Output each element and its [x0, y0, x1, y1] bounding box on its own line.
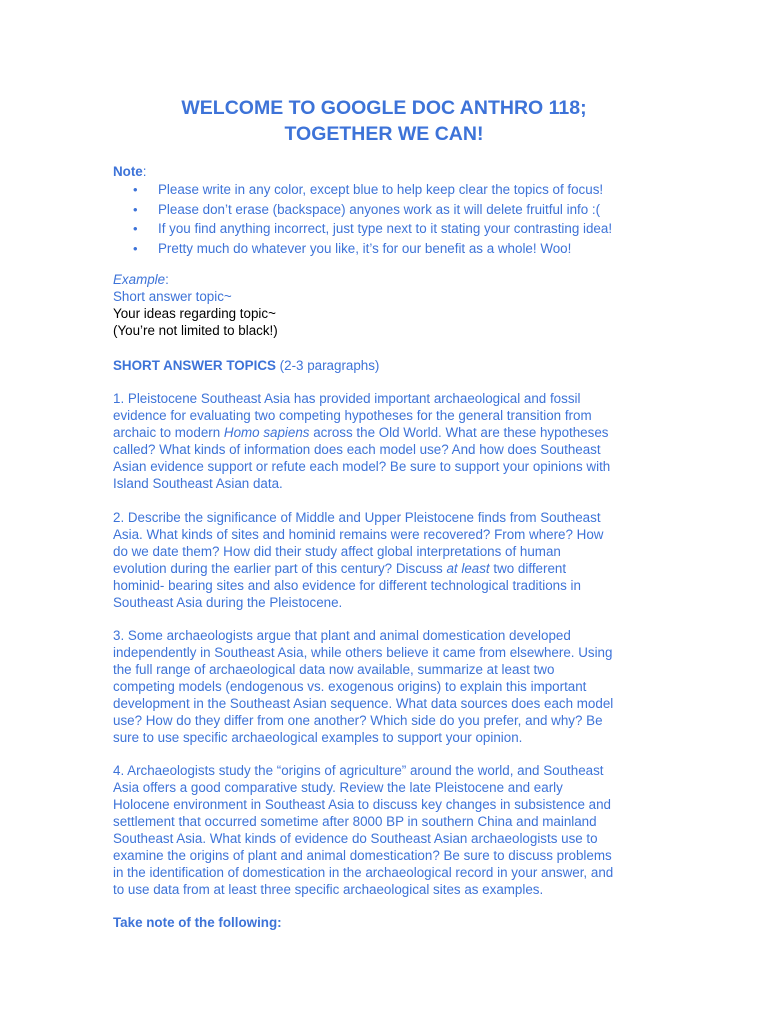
topic-paragraph-3	[113, 627, 658, 746]
paragraph-line: Holocene environment in Southeast Asia to discuss key changes in subsistence and	[113, 797, 611, 812]
short-answer-title: SHORT ANSWER TOPICS	[113, 358, 276, 373]
list-item	[113, 180, 673, 200]
paragraph-line-end: across the Old World. What are these hypotheses	[309, 425, 609, 440]
document-title-line-2: TOGETHER WE CAN!	[284, 123, 484, 145]
paragraph-line: Southeast Asia during the Pleistocene.	[113, 595, 343, 610]
paragraph-line: Asian evidence support or refute each model? Be sure to support your opinions with	[113, 459, 611, 474]
topic-paragraph-1	[113, 390, 658, 492]
short-answer-heading	[113, 357, 658, 374]
paragraph-line: competing models (endogenous vs. exogenous origins) to explain this important	[113, 679, 587, 694]
short-answer-subtitle: (2-3 paragraphs)	[275, 358, 380, 373]
paragraph-line: independently in Southeast Asia, while others believe it came from elsewhere. Using	[113, 645, 613, 660]
topic-paragraph-2	[113, 509, 658, 611]
paragraph-line: examine the origins of plant and animal domestication? Be sure to discuss problems	[113, 848, 612, 863]
bullet-text: Pretty much do whatever you like, it’s for our benefit as a whole! Woo!	[158, 240, 572, 256]
paragraph-line: 1. Pleistocene Southeast Asia has provided important archaeological and fossil	[113, 391, 581, 406]
bullet-text: Please don’t erase (backspace) anyones work as it will delete fruitful info :(	[158, 201, 601, 217]
note-heading	[113, 163, 147, 180]
paragraph-line: settlement that occurred sometime after 8000 BP in southern China and mainland	[113, 814, 597, 829]
document-title-line-1: WELCOME TO GOOGLE DOC ANTHRO 118;	[181, 97, 587, 119]
paragraph-line: Asia. What kinds of sites and hominid remains were recovered? From where? How	[113, 527, 604, 542]
paragraph-line: development in the Southeast Asian sequence. What data sources does each model	[113, 696, 614, 711]
paragraph-line: 3. Some archaeologists argue that plant and animal domestication developed	[113, 628, 571, 643]
paragraph-line-start: evolution during the earlier part of this century? Discuss	[113, 561, 447, 576]
paragraph-line	[113, 560, 658, 577]
list-item	[113, 200, 673, 220]
paragraph-line: Island Southeast Asian data.	[113, 476, 283, 491]
paragraph-line: evidence for evaluating two competing hypotheses for the general transition from	[113, 408, 592, 423]
paragraph-line-start: archaic to modern	[113, 425, 224, 440]
paragraph-line	[113, 424, 658, 441]
bullet-text: If you find anything incorrect, just type next to it stating your contrasting idea!	[158, 221, 613, 236]
paragraph-line: 4. Archaeologists study the “origins of agriculture” around the world, and Southeast	[113, 763, 604, 778]
emphasis-text: at least	[446, 561, 490, 576]
bullet-icon: •	[133, 240, 138, 256]
paragraph-line: use? How do they differ from one another? Which side do you prefer, and why? Be	[113, 713, 603, 728]
list-item	[113, 239, 673, 259]
paragraph-line: sure to use specific archaeological examples to support your opinion.	[113, 730, 523, 745]
paragraph-line: 2. Describe the significance of Middle and Upper Pleistocene finds from Southeast	[113, 510, 601, 525]
topic-paragraph-4	[113, 762, 658, 898]
bullet-text: Please write in any color, except blue to help keep clear the topics of focus!	[158, 182, 604, 197]
example-note-line: (You’re not limited to black!)	[113, 323, 278, 338]
paragraph-line: in the identification of domestication in the archaeological record in your answer, and	[113, 865, 614, 880]
note-bullet-list	[113, 180, 673, 258]
paragraph-line: hominid- bearing sites and also evidence for different technological traditions in	[113, 578, 581, 593]
example-colon: :	[165, 272, 169, 287]
example-topic-line: Short answer topic~	[113, 289, 232, 304]
paragraph-line: called? What kinds of information does each model use? And how does Southeast	[113, 442, 601, 457]
take-note-heading: Take note of the following:	[113, 915, 282, 930]
paragraph-line: Asia offers a good comparative study. Review the late Pleistocene and early	[113, 780, 563, 795]
paragraph-line: do we date them? How did their study affect global interpretations of human	[113, 544, 561, 559]
paragraph-line: to use data from at least three specific archaeological sites as examples.	[113, 882, 544, 897]
bullet-icon: •	[133, 221, 138, 236]
example-label: Example	[113, 272, 166, 287]
example-ideas-line: Your ideas regarding topic~	[113, 306, 276, 321]
bullet-icon: •	[133, 201, 138, 217]
paragraph-line: the full range of archaeological data now available, summarize at least two	[113, 662, 555, 677]
example-heading	[113, 271, 658, 288]
bullet-icon: •	[133, 182, 138, 197]
note-colon: :	[142, 164, 147, 179]
note-label: Note	[113, 164, 143, 179]
species-name: Homo sapiens	[223, 425, 310, 440]
list-item	[113, 219, 673, 239]
example-section	[113, 271, 658, 339]
paragraph-line-end: two different	[489, 561, 567, 576]
paragraph-line: Southeast Asia. What kinds of evidence do Southeast Asian archaeologists use to	[113, 831, 598, 846]
